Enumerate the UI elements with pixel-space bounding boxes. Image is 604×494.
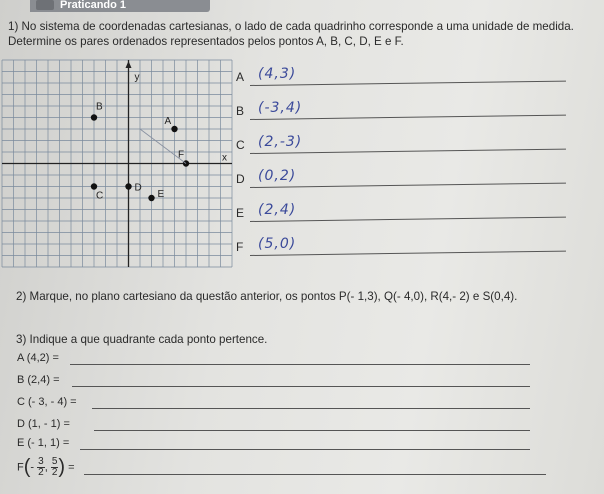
handwritten-answer: (5,0) bbox=[258, 236, 297, 252]
y-axis-label: y bbox=[134, 72, 140, 83]
answer-letter: C bbox=[236, 138, 245, 152]
fraction-1: $\frac{3}{2}$ bbox=[38, 456, 44, 478]
answer-letter: B bbox=[236, 104, 245, 118]
point-d bbox=[125, 183, 131, 189]
point-b bbox=[91, 114, 97, 120]
question-3-text: 3) Indique a que quadrante cada ponto pertence. bbox=[16, 333, 268, 346]
section-title: Praticando 1 bbox=[60, 0, 127, 11]
answer-row-a bbox=[236, 66, 586, 88]
point-a bbox=[171, 126, 177, 132]
point-c bbox=[91, 183, 97, 189]
x-axis-label: x bbox=[222, 152, 227, 164]
answer-row-d bbox=[236, 168, 586, 190]
answer-row-f bbox=[236, 236, 586, 258]
point-label-b: B bbox=[96, 101, 103, 113]
answer-line[interactable] bbox=[250, 183, 566, 188]
answer-line[interactable] bbox=[72, 386, 530, 387]
handwritten-answer: (2,4) bbox=[258, 202, 297, 218]
question-3-item: E (- 1, 1) = bbox=[17, 437, 70, 449]
section-header bbox=[30, 0, 210, 12]
point-label-f: F bbox=[178, 149, 185, 161]
answer-line-f[interactable] bbox=[84, 474, 546, 475]
question-3-item: A (4,2) = bbox=[17, 352, 59, 364]
answer-letter: A bbox=[236, 70, 245, 84]
handwritten-answer: (4,3) bbox=[258, 66, 297, 82]
point-label-c: C bbox=[96, 190, 104, 202]
section-badge-icon bbox=[36, 0, 54, 10]
answer-line[interactable] bbox=[92, 408, 530, 409]
answer-line[interactable] bbox=[250, 81, 566, 86]
question-3-item-f: F(- $\frac{3}{2}$ , $\frac{5}{2}$ ) = bbox=[17, 456, 75, 478]
item-f-sign: - bbox=[30, 461, 35, 474]
point-label-e: E bbox=[157, 189, 165, 200]
answer-letter: E bbox=[236, 206, 245, 220]
answer-row-b bbox=[236, 100, 586, 122]
question-3-item: C (- 3, - 4) = bbox=[17, 396, 77, 408]
question-3-item: B (2,4) = bbox=[17, 374, 60, 386]
question-3-item: D (1, - 1) = bbox=[17, 418, 70, 430]
answer-line[interactable] bbox=[94, 430, 530, 431]
answer-letter: F bbox=[236, 240, 244, 254]
cartesian-grid bbox=[0, 58, 238, 270]
question-1-text: 1) No sistema de coordenadas cartesianas, o lado de cada quadrinho corresponde a uma unidade de medida. Determine os pares ordenados representados pelos pontos A, B, C, D, E e F. bbox=[8, 20, 574, 48]
question-2-text: 2) Marque, no plano cartesiano da questão anterior, os pontos P(- 1,3), Q(- 4,0), R(4,- 2) e S(0,4). bbox=[16, 290, 518, 303]
handwritten-answer: (-3,4) bbox=[258, 100, 303, 116]
answer-letter: D bbox=[236, 172, 245, 186]
point-e bbox=[148, 195, 154, 201]
handwritten-answer: (2,-3) bbox=[258, 134, 303, 150]
point-label-d: D bbox=[134, 182, 142, 194]
y-axis-arrow-icon bbox=[126, 61, 132, 68]
answer-row-c bbox=[236, 134, 586, 156]
item-f-prefix: F bbox=[17, 461, 24, 474]
answer-line[interactable] bbox=[250, 251, 566, 256]
answer-line[interactable] bbox=[250, 217, 566, 222]
handwritten-answer: (0,2) bbox=[258, 168, 297, 184]
answer-line[interactable] bbox=[80, 449, 530, 450]
point-label-a: A bbox=[164, 116, 172, 127]
answer-row-e bbox=[236, 202, 586, 224]
answer-line[interactable] bbox=[70, 364, 530, 365]
cartesian-plane-svg bbox=[0, 58, 238, 270]
fraction-2: $\frac{5}{2}$ bbox=[51, 456, 58, 478]
